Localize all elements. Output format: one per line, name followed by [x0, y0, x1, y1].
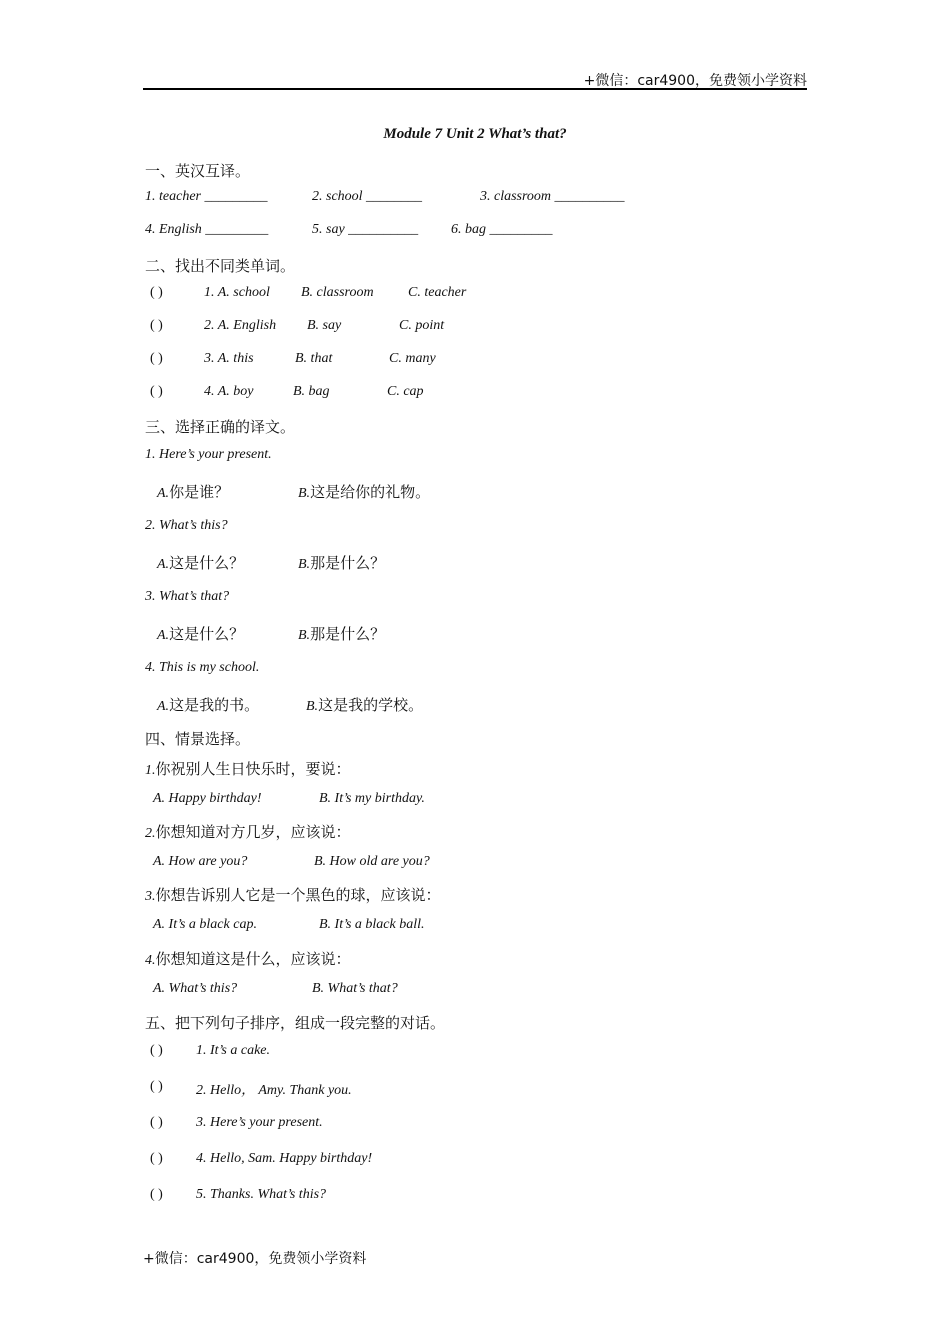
- s4-q4-a: A. What’s this?: [153, 981, 238, 996]
- s5-item-3: 3. Here’s your present.: [196, 1115, 323, 1130]
- page-title: Module 7 Unit 2 What’s that?: [383, 126, 567, 142]
- s3-q3: 3. What’s that?: [145, 589, 230, 604]
- s4-q4-b: B. What’s that?: [312, 981, 398, 996]
- s3-q4: 4. This is my school.: [145, 660, 260, 675]
- s3-q2-b: B.那是什么？: [298, 554, 386, 572]
- s2-row-1-a: 1. A. school: [204, 285, 270, 300]
- s4-q2: 2.你想知道对方几岁，应该说：: [145, 823, 351, 841]
- s3-q1-a: A.你是谁？: [157, 483, 230, 501]
- s3-q2-a: A.这是什么？: [157, 554, 245, 572]
- answer-bracket[interactable]: ( ): [150, 1151, 163, 1166]
- s2-row-1-b: B. classroom: [301, 285, 374, 300]
- s1-item-1: 1. teacher _________: [145, 189, 268, 204]
- s2-row-2-c: C. point: [399, 318, 445, 333]
- header-note: +微信：car4900，免费领小学资料: [583, 73, 807, 89]
- s4-q1-a: A. Happy birthday!: [153, 791, 262, 806]
- s3-q3-b: B.那是什么？: [298, 625, 386, 643]
- s2-row-4-c: C. cap: [387, 384, 424, 399]
- section-4-heading: 四、情景选择。: [145, 730, 251, 748]
- s4-q3-b: B. It’s a black ball.: [319, 917, 425, 932]
- s4-q3-a: A. It’s a black cap.: [153, 917, 257, 932]
- section-2-heading: 二、找出不同类单词。: [145, 257, 296, 275]
- s3-q4-a: A.这是我的书。: [157, 696, 260, 714]
- answer-bracket[interactable]: ( ): [150, 384, 163, 399]
- s4-q3: 3.你想告诉别人它是一个黑色的球，应该说：: [145, 886, 441, 904]
- s2-row-3-a: 3. A. this: [204, 351, 254, 366]
- s2-row-1-c: C. teacher: [408, 285, 467, 300]
- s3-q2: 2. What’s this?: [145, 518, 228, 533]
- s1-item-4: 4. English _________: [145, 222, 269, 237]
- s4-q4: 4.你想知道这是什么，应该说：: [145, 950, 351, 968]
- s4-q1-b: B. It’s my birthday.: [319, 791, 425, 806]
- footer-note: +微信：car4900，免费领小学资料: [143, 1251, 367, 1267]
- s2-row-2-b: B. say: [307, 318, 342, 333]
- answer-bracket[interactable]: ( ): [150, 285, 163, 300]
- s2-row-3-b: B. that: [295, 351, 333, 366]
- s5-item-4: 4. Hello, Sam. Happy birthday!: [196, 1151, 373, 1166]
- s1-item-2: 2. school ________: [312, 189, 423, 204]
- header-rule: [143, 88, 807, 90]
- section-3-heading: 三、选择正确的译文。: [145, 418, 296, 436]
- s1-item-5: 5. say __________: [312, 222, 419, 237]
- answer-bracket[interactable]: ( ): [150, 1079, 163, 1094]
- s3-q1-b: B.这是给你的礼物。: [298, 483, 431, 501]
- s3-q3-a: A.这是什么？: [157, 625, 245, 643]
- s4-q2-a: A. How are you?: [153, 854, 248, 869]
- answer-bracket[interactable]: ( ): [150, 1043, 163, 1058]
- s2-row-2-a: 2. A. English: [204, 318, 277, 333]
- s5-item-1: 1. It’s a cake.: [196, 1043, 270, 1058]
- answer-bracket[interactable]: ( ): [150, 351, 163, 366]
- answer-bracket[interactable]: ( ): [150, 1187, 163, 1202]
- answer-bracket[interactable]: ( ): [150, 318, 163, 333]
- answer-bracket[interactable]: ( ): [150, 1115, 163, 1130]
- s1-item-6: 6. bag _________: [451, 222, 553, 237]
- section-1-heading: 一、英汉互译。: [145, 162, 251, 180]
- s5-item-5: 5. Thanks. What’s this?: [196, 1187, 327, 1202]
- s4-q1: 1.你祝别人生日快乐时，要说：: [145, 760, 351, 778]
- s2-row-3-c: C. many: [389, 351, 436, 366]
- section-5-heading: 五、把下列句子排序，组成一段完整的对话。: [145, 1014, 446, 1032]
- s1-item-3: 3. classroom __________: [480, 189, 625, 204]
- s3-q4-b: B.这是我的学校。: [306, 696, 424, 714]
- s3-q1: 1. Here’s your present.: [145, 447, 272, 462]
- s2-row-4-a: 4. A. boy: [204, 384, 254, 399]
- s5-item-2: 2. Hello， Amy. Thank you.: [196, 1083, 352, 1098]
- s4-q2-b: B. How old are you?: [314, 854, 430, 869]
- s2-row-4-b: B. bag: [293, 384, 330, 399]
